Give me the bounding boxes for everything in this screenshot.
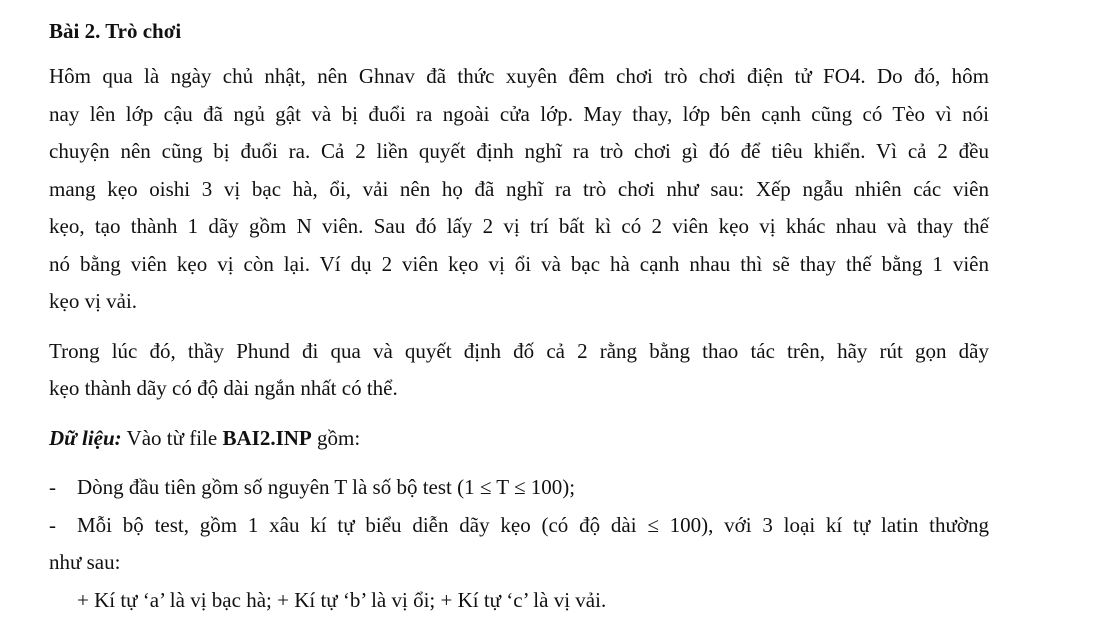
bullet-item bbox=[49, 507, 989, 545]
input-filename: BAI2.INP bbox=[222, 425, 312, 450]
bullet-text: Dòng đầu tiên gồm số nguyên T là số bộ test (1 ≤ T ≤ 100); bbox=[77, 475, 576, 499]
problem-title: Bài 2. Trò chơi bbox=[49, 19, 182, 43]
task-paragraph bbox=[49, 333, 989, 408]
problem-document bbox=[49, 14, 989, 619]
story-line: nay lên lớp cậu đã ngủ gật và bị đuổi ra ngoài cửa lớp. May thay, lớp bên cạnh cũng có Tèo vì nói bbox=[49, 101, 989, 126]
input-text-after: gồm: bbox=[311, 425, 361, 450]
input-label: Dữ liệu: bbox=[49, 425, 122, 450]
bullet-dash: - bbox=[49, 475, 56, 499]
story-line: kẹo vị vải. bbox=[49, 289, 138, 313]
bullet-continuation: như sau: bbox=[49, 550, 121, 574]
story-line: Hôm qua là ngày chủ nhật, nên Ghnav đã thức xuyên đêm chơi trò chơi điện tử FO4. Do đó, hôm bbox=[49, 64, 989, 88]
input-section-heading bbox=[49, 420, 989, 458]
bullet-item bbox=[49, 469, 989, 507]
bullet-text: Mỗi bộ test, gồm 1 xâu kí tự biểu diễn dãy kẹo (có độ dài ≤ 100), với 3 loại kí tự latin thường bbox=[77, 512, 989, 537]
story-paragraph bbox=[49, 58, 989, 321]
story-line: chuyện nên cũng bị đuổi ra. Cả 2 liền quyết định nghĩ ra trò chơi gì đó để tiêu khiển. Vì cả 2 đều bbox=[49, 139, 989, 163]
sub-item: + Kí tự ‘a’ là vị bạc hà; + Kí tự ‘b’ là vị ổi; + Kí tự ‘c’ là vị vải. bbox=[77, 587, 607, 612]
story-line: mang kẹo oishi 3 vị bạc hà, ổi, vải nên họ đã nghĩ ra trò chơi như sau: Xếp ngẫu nhiên các viên bbox=[49, 176, 989, 201]
story-line: nó bằng viên kẹo vị còn lại. Ví dụ 2 viên kẹo vị ổi và bạc hà cạnh nhau thì sẽ thay thế bằng 1 viên bbox=[49, 251, 989, 276]
story-line: kẹo, tạo thành 1 dãy gồm N viên. Sau đó lấy 2 vị trí bất kì có 2 viên kẹo vị khác nhau và thay thế bbox=[49, 214, 989, 238]
task-line: kẹo thành dãy có độ dài ngắn nhất có thể. bbox=[49, 376, 398, 400]
input-bullets bbox=[49, 469, 989, 619]
bullet-dash: - bbox=[49, 512, 56, 537]
input-text-before: Vào từ file bbox=[121, 425, 223, 450]
task-line: Trong lúc đó, thầy Phund đi qua và quyết định đố cả 2 rằng bằng thao tác trên, hãy rút gọn dãy bbox=[49, 338, 989, 363]
